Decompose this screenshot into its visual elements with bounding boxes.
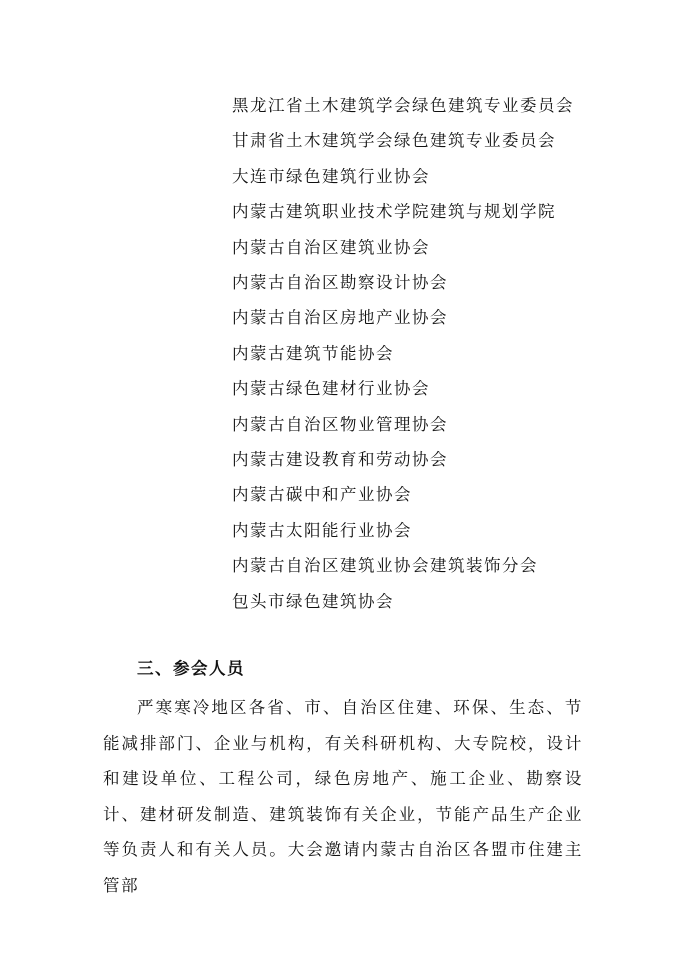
org-item: 黑龙江省土木建筑学会绿色建筑专业委员会 (232, 96, 574, 115)
organization-list (232, 88, 592, 619)
org-item: 甘肃省土木建筑学会绿色建筑专业委员会 (232, 131, 556, 151)
org-item: 内蒙古自治区物业管理协会 (232, 414, 448, 434)
org-item: 内蒙古自治区勘察设计协会 (232, 273, 448, 293)
org-item: 内蒙古绿色建材行业协会 (232, 379, 430, 399)
org-item: 内蒙古自治区建筑业协会 (232, 237, 430, 257)
section-heading: 三、参会人员 (137, 659, 245, 678)
org-item: 包头市绿色建筑协会 (232, 591, 394, 611)
org-item: 内蒙古自治区房地产业协会 (232, 308, 448, 328)
org-item: 内蒙古建筑职业技术学院建筑与规划学院 (232, 202, 556, 222)
body-paragraph: 严寒寒冷地区各省、市、自治区住建、环保、生态、节能减排部门、企业与机构，有关科研机构、大专院校，设计和建设单位、工程公司，绿色房地产、施工企业、勘察设计、建材研发制造、建筑装饰有关企业，节能产品生产企业等负责人和有关人员。大会邀请内蒙古自治区各盟市住建主管部 (103, 698, 583, 895)
org-item: 内蒙古太阳能行业协会 (232, 520, 412, 540)
org-item: 大连市绿色建筑行业协会 (232, 166, 430, 186)
org-item: 内蒙古自治区建筑业协会建筑装饰分会 (232, 556, 538, 576)
org-item: 内蒙古建筑节能协会 (232, 343, 394, 363)
org-item: 内蒙古建设教育和劳动协会 (232, 450, 448, 470)
org-item: 内蒙古碳中和产业协会 (232, 485, 412, 505)
